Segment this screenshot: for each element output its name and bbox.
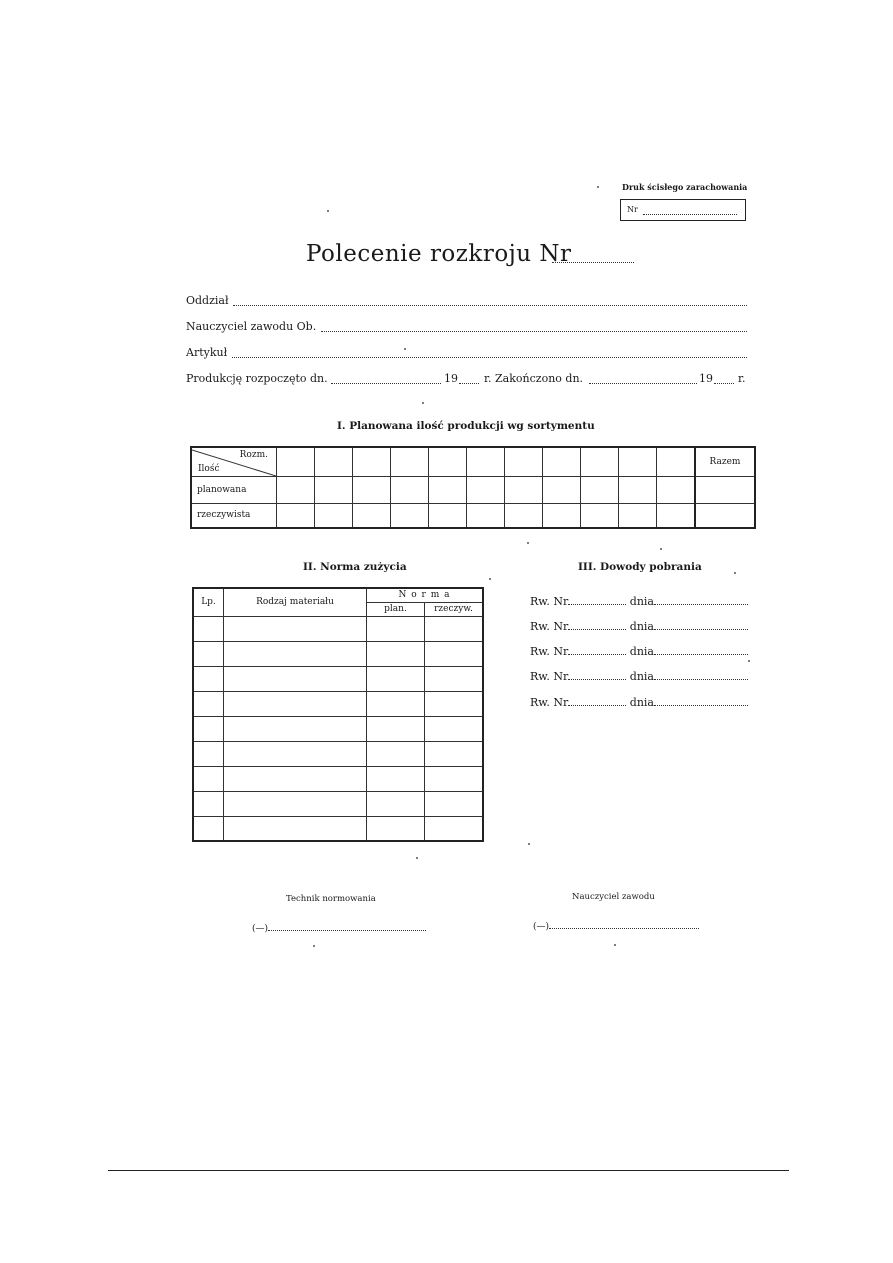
total-header: Razem xyxy=(695,447,755,476)
year-end-label: r. xyxy=(738,372,746,385)
footer-rule xyxy=(108,1170,789,1171)
page-title: Polecenie rozkroju Nr xyxy=(306,241,572,267)
receipt-date-field[interactable] xyxy=(654,644,748,655)
material-header: Rodzaj materiału xyxy=(224,588,367,616)
plan-cell[interactable] xyxy=(367,641,425,666)
plan-cell[interactable] xyxy=(367,816,425,841)
scan-speck xyxy=(597,186,599,188)
lp-cell[interactable] xyxy=(193,666,224,691)
teacher-signature-field[interactable] xyxy=(549,918,699,929)
size-cell[interactable] xyxy=(543,447,581,476)
lp-cell[interactable] xyxy=(193,766,224,791)
scan-speck xyxy=(748,660,750,662)
planned-cell[interactable] xyxy=(467,476,505,503)
actual-norm-cell[interactable] xyxy=(425,791,484,816)
receipt-date-field[interactable] xyxy=(654,695,748,706)
actual-norm-cell[interactable] xyxy=(425,816,484,841)
size-header: Rozm. xyxy=(239,450,268,460)
receipt-date-label: dnia xyxy=(629,620,654,633)
department-label: Oddział xyxy=(186,294,229,307)
production-end-label: r. Zakończono dn. xyxy=(484,372,584,385)
plan-cell[interactable] xyxy=(367,616,425,641)
size-cell[interactable] xyxy=(467,447,505,476)
receipt-row xyxy=(530,695,748,709)
plan-cell[interactable] xyxy=(367,766,425,791)
scan-speck xyxy=(734,572,736,574)
planned-row-label: planowana xyxy=(191,476,277,503)
print-control-label: Druk ścisłego zarachowania xyxy=(622,182,748,192)
signature-prefix: (—) xyxy=(533,922,550,932)
receipt-number-field[interactable] xyxy=(568,669,626,680)
lp-header: Lp. xyxy=(193,588,224,616)
article-field[interactable] xyxy=(232,357,747,358)
scan-speck xyxy=(313,945,315,947)
receipt-date-label: dnia xyxy=(629,670,654,683)
size-cell[interactable] xyxy=(581,447,619,476)
size-cell[interactable] xyxy=(429,447,467,476)
planned-total-cell[interactable] xyxy=(695,476,755,503)
scan-speck xyxy=(614,944,616,946)
receipt-date-field[interactable] xyxy=(654,669,748,680)
section2-title: II. Norma zużycia xyxy=(303,561,407,573)
receipt-number-field[interactable] xyxy=(568,644,626,655)
receipt-number-field[interactable] xyxy=(568,695,626,706)
receipt-row xyxy=(530,594,748,608)
receipt-rw-label: Rw. Nr xyxy=(530,670,569,683)
receipt-rw-label: Rw. Nr xyxy=(530,620,569,633)
material-cell[interactable] xyxy=(224,741,367,766)
receipt-rw-label: Rw. Nr xyxy=(530,595,569,608)
actual-cell[interactable] xyxy=(657,503,696,528)
material-cell[interactable] xyxy=(224,816,367,841)
print-number-field[interactable] xyxy=(643,204,737,215)
size-quantity-corner-cell xyxy=(191,447,277,476)
plan-header: plan. xyxy=(367,602,425,616)
production-start-date-field[interactable] xyxy=(331,383,441,384)
teacher-field[interactable] xyxy=(321,331,747,332)
scan-speck xyxy=(660,548,662,550)
planned-cell[interactable] xyxy=(353,476,391,503)
technician-signature xyxy=(252,920,426,934)
technician-signature-field[interactable] xyxy=(268,920,426,931)
scan-speck xyxy=(528,843,530,845)
actual-total-cell[interactable] xyxy=(695,503,755,528)
actual-cell[interactable] xyxy=(581,503,619,528)
receipt-number-field[interactable] xyxy=(568,619,626,630)
actual-cell[interactable] xyxy=(543,503,581,528)
planned-cell[interactable] xyxy=(657,476,696,503)
planned-cell[interactable] xyxy=(315,476,353,503)
receipt-row xyxy=(530,644,748,658)
size-cell[interactable] xyxy=(315,447,353,476)
actual-norm-header: rzeczyw. xyxy=(425,602,484,616)
actual-cell[interactable] xyxy=(619,503,657,528)
print-number-box[interactable] xyxy=(620,199,746,221)
actual-norm-cell[interactable] xyxy=(425,616,484,641)
actual-norm-cell[interactable] xyxy=(425,691,484,716)
receipt-date-label: dnia xyxy=(629,696,654,709)
material-cell[interactable] xyxy=(224,691,367,716)
teacher-label: Nauczyciel zawodu Ob. xyxy=(186,320,317,333)
teacher-signature xyxy=(533,918,699,932)
lp-cell[interactable] xyxy=(193,616,224,641)
teacher-signature-label: Nauczyciel zawodu xyxy=(572,892,655,902)
actual-norm-cell[interactable] xyxy=(425,741,484,766)
plan-cell[interactable] xyxy=(367,791,425,816)
lp-cell[interactable] xyxy=(193,816,224,841)
order-number-field[interactable] xyxy=(552,262,634,263)
signature-prefix: (—) xyxy=(252,924,269,934)
department-field[interactable] xyxy=(233,305,747,306)
technician-label: Technik normowania xyxy=(286,894,376,904)
plan-cell[interactable] xyxy=(367,691,425,716)
actual-cell[interactable] xyxy=(429,503,467,528)
size-cell[interactable] xyxy=(277,447,315,476)
scan-speck xyxy=(416,857,418,859)
year-prefix-2: 19 xyxy=(699,372,713,385)
receipt-row xyxy=(530,619,748,633)
receipt-rw-label: Rw. Nr xyxy=(530,696,569,709)
actual-cell[interactable] xyxy=(467,503,505,528)
actual-row-label: rzeczywista xyxy=(191,503,277,528)
planned-cell[interactable] xyxy=(543,476,581,503)
actual-cell[interactable] xyxy=(505,503,543,528)
planned-cell[interactable] xyxy=(277,476,315,503)
material-cell[interactable] xyxy=(224,616,367,641)
quantity-header: Ilość xyxy=(198,463,220,474)
receipt-date-label: dnia xyxy=(629,595,654,608)
year-suffix-field-1[interactable] xyxy=(459,383,479,384)
size-cell[interactable] xyxy=(505,447,543,476)
section1-title: I. Planowana ilość produkcji wg sortymentu xyxy=(337,420,595,432)
material-cell[interactable] xyxy=(224,716,367,741)
size-cell[interactable] xyxy=(391,447,429,476)
actual-norm-cell[interactable] xyxy=(425,716,484,741)
scan-speck xyxy=(527,542,529,544)
year-prefix-1: 19 xyxy=(444,372,458,385)
planned-cell[interactable] xyxy=(391,476,429,503)
receipt-row xyxy=(530,669,748,683)
actual-norm-cell[interactable] xyxy=(425,641,484,666)
material-cell[interactable] xyxy=(224,791,367,816)
plan-cell[interactable] xyxy=(367,716,425,741)
scan-speck xyxy=(327,210,329,212)
lp-cell[interactable] xyxy=(193,791,224,816)
planned-cell[interactable] xyxy=(619,476,657,503)
norm-header: N o r m a xyxy=(367,588,484,602)
lp-cell[interactable] xyxy=(193,691,224,716)
size-cell[interactable] xyxy=(657,447,696,476)
receipt-rw-label: Rw. Nr xyxy=(530,645,569,658)
receipt-date-label: dnia xyxy=(629,645,654,658)
article-label: Artykuł xyxy=(186,346,228,359)
scan-speck xyxy=(404,348,406,350)
plan-cell[interactable] xyxy=(367,666,425,691)
actual-norm-cell[interactable] xyxy=(425,766,484,791)
size-cell[interactable] xyxy=(353,447,391,476)
material-cell[interactable] xyxy=(224,766,367,791)
consumption-norm-table xyxy=(192,587,484,842)
planned-cell[interactable] xyxy=(505,476,543,503)
year-suffix-field-2[interactable] xyxy=(714,383,734,384)
plan-cell[interactable] xyxy=(367,741,425,766)
actual-cell[interactable] xyxy=(353,503,391,528)
receipt-number-field[interactable] xyxy=(568,594,626,605)
planned-cell[interactable] xyxy=(429,476,467,503)
lp-cell[interactable] xyxy=(193,741,224,766)
lp-cell[interactable] xyxy=(193,641,224,666)
lp-cell[interactable] xyxy=(193,716,224,741)
receipt-date-field[interactable] xyxy=(654,619,748,630)
actual-norm-cell[interactable] xyxy=(425,666,484,691)
section3-title: III. Dowody pobrania xyxy=(578,561,702,573)
receipt-date-field[interactable] xyxy=(654,594,748,605)
planned-cell[interactable] xyxy=(581,476,619,503)
production-end-date-field[interactable] xyxy=(589,383,697,384)
planned-quantity-table xyxy=(190,446,756,529)
size-cell[interactable] xyxy=(619,447,657,476)
scan-speck xyxy=(489,578,491,580)
actual-cell[interactable] xyxy=(391,503,429,528)
production-start-label: Produkcję rozpoczęto dn. xyxy=(186,372,328,385)
material-cell[interactable] xyxy=(224,666,367,691)
print-number-label: Nr xyxy=(627,205,638,214)
material-cell[interactable] xyxy=(224,641,367,666)
scan-speck xyxy=(422,402,424,404)
actual-cell[interactable] xyxy=(315,503,353,528)
actual-cell[interactable] xyxy=(277,503,315,528)
